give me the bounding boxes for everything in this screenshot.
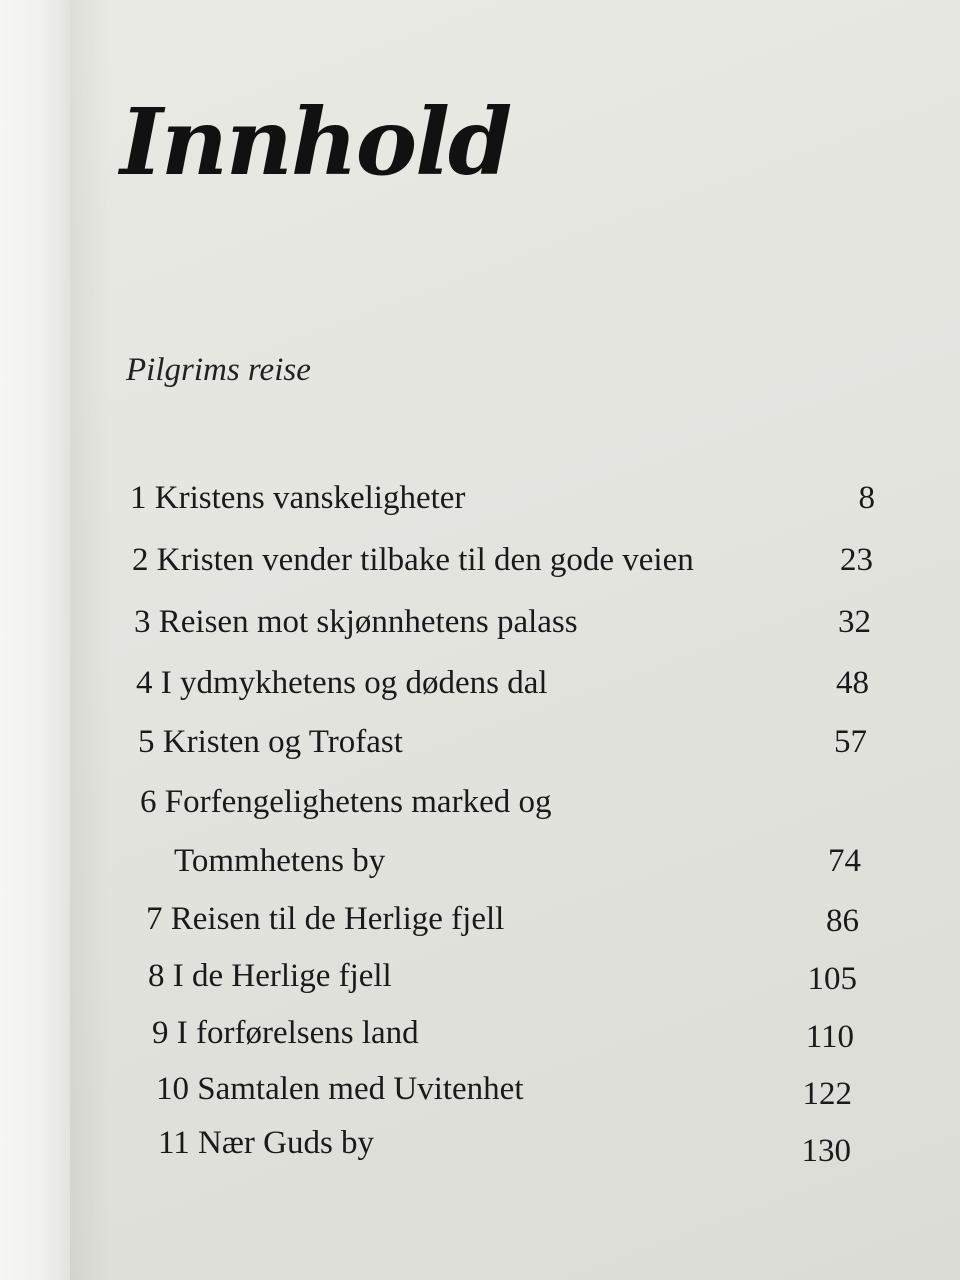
toc-entry-page: 105: [807, 961, 857, 997]
toc-entry-label: 4 I ydmykhetens og dødens dal: [136, 665, 548, 701]
toc-entry-page: 32: [838, 604, 871, 640]
part-title: Pilgrims reise: [126, 352, 311, 388]
table-of-contents: [70, 0, 960, 1280]
toc-entry-page: 8: [858, 480, 875, 516]
toc-entry-page: 48: [836, 665, 869, 701]
left-page-edge: [0, 0, 70, 1280]
toc-entry-page: 122: [802, 1076, 852, 1112]
toc-entry-label: 7 Reisen til de Herlige fjell: [146, 901, 505, 937]
toc-entry-page: 86: [826, 903, 859, 939]
toc-entry-label: 1 Kristens vanskeligheter: [130, 480, 466, 516]
toc-entry-page: 74: [828, 843, 861, 879]
toc-entry-label: 8 I de Herlige fjell: [148, 958, 392, 994]
toc-entry-label: 6 Forfengelighetens marked og: [140, 784, 552, 820]
toc-entry-label: 3 Reisen mot skjønnhetens palass: [134, 604, 578, 640]
book-page: [70, 0, 960, 1280]
toc-entry-label: 2 Kristen vender tilbake til den gode veien: [132, 542, 694, 578]
toc-entry-page: 57: [834, 724, 867, 760]
toc-entry-page: 110: [805, 1019, 854, 1055]
toc-entry-label-continuation: Tommhetens by: [174, 843, 386, 879]
page-title: Innhold: [120, 88, 511, 196]
toc-entry-label: 11 Nær Guds by: [158, 1125, 375, 1161]
toc-entry-label: 10 Samtalen med Uvitenhet: [156, 1071, 524, 1107]
toc-entry-label: 9 I forførelsens land: [152, 1015, 419, 1051]
toc-entry-page: 130: [801, 1133, 851, 1169]
toc-entry-page: 23: [840, 542, 873, 578]
toc-entry-label: 5 Kristen og Trofast: [138, 724, 403, 760]
